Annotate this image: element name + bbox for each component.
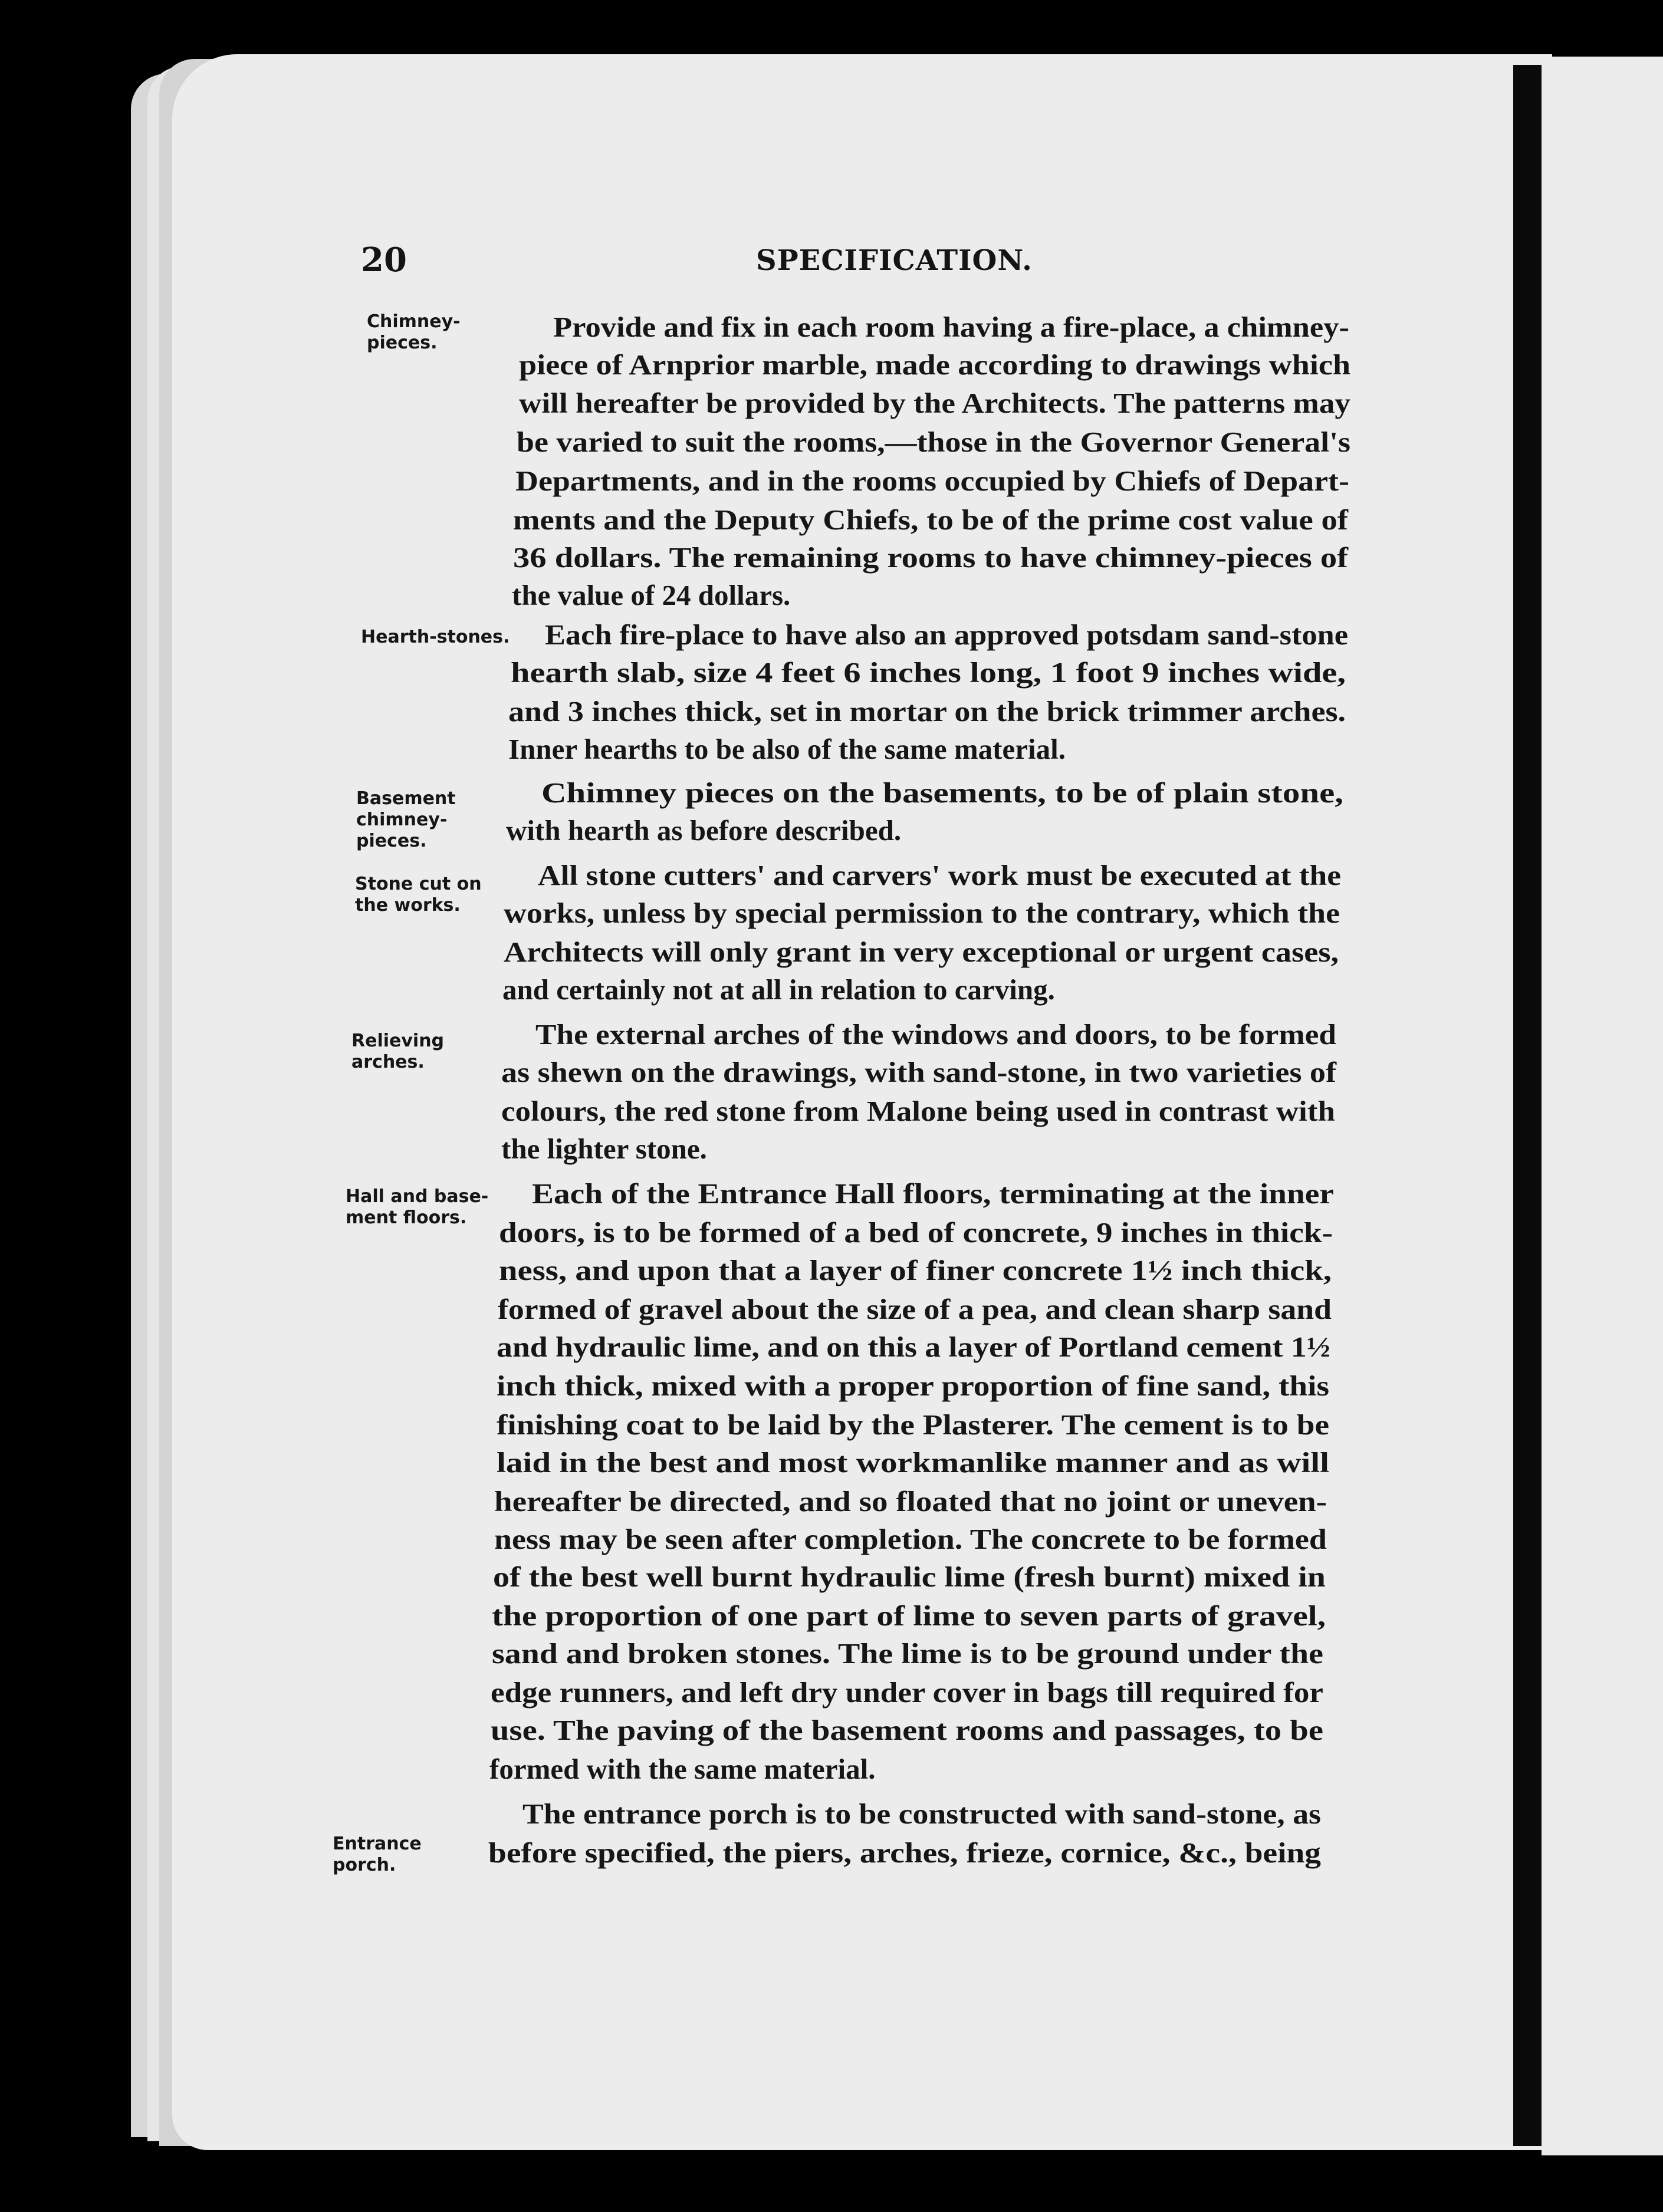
body-line: edge runners, and left dry under cover in bags till required for [491, 1676, 1323, 1709]
side-note-hall-floors [346, 1186, 488, 1229]
side-note-entrance-porch [333, 1834, 422, 1876]
body-line: as shewn on the drawings, with sand-stone, in two varieties of [501, 1056, 1337, 1088]
body-line: Inner hearths to be also of the same material. [508, 733, 1066, 765]
side-note-stone-cut [355, 874, 482, 916]
body-line: Architects will only grant in very exceptional or urgent cases, [504, 936, 1339, 968]
side-note-line: Relieving [351, 1031, 445, 1051]
side-note-line: Basement [356, 788, 456, 809]
body-line: inch thick, mixed with a proper proportion of fine sand, this [497, 1370, 1329, 1402]
body-line: the lighter stone. [501, 1133, 707, 1165]
side-note-line: the works. [355, 895, 461, 916]
side-note-line: chimney- [356, 809, 448, 830]
side-note-line: pieces. [367, 333, 438, 353]
body-line: The external arches of the windows and doors, to be formed [535, 1018, 1337, 1051]
body-line: Departments, and in the rooms occupied by Chiefs of Depart- [515, 465, 1350, 497]
body-line: and 3 inches thick, set in mortar on the brick trimmer arches. [508, 695, 1346, 728]
body-line: sand and broken stones. The lime is to be ground under the [492, 1637, 1323, 1670]
body-line: be varied to suit the rooms,—those in the Governor General's [517, 426, 1351, 458]
side-note-line: Hall and base- [346, 1186, 489, 1207]
body-line: doors, is to be formed of a bed of concrete, 9 inches in thick- [499, 1216, 1333, 1249]
side-note-hearth-stones [361, 627, 510, 648]
body-line: Each fire-place to have also an approved potsdam sand-stone [545, 618, 1348, 651]
page-number: 20 [361, 241, 407, 279]
body-line: Each of the Entrance Hall floors, terminating at the inner [532, 1177, 1334, 1210]
body-line: All stone cutters' and carvers' work must be executed at the [538, 859, 1341, 891]
body-line: colours, the red stone from Malone being used in contrast with [501, 1095, 1335, 1127]
side-note-basement-chimney-pieces [356, 788, 456, 852]
book-gutter [1513, 65, 1542, 2146]
body-line: and certainly not at all in relation to carving. [502, 973, 1055, 1006]
page-header [361, 241, 1340, 294]
body-line: 36 dollars. The remaining rooms to have chimney-pieces of [513, 541, 1349, 574]
body-line: piece of Arnprior marble, made according to drawings which [519, 348, 1351, 381]
facing-page-edge [1542, 57, 1663, 2155]
body-line: of the best well burnt hydraulic lime (fresh burnt) mixed in [493, 1561, 1326, 1593]
side-note-line: arches. [351, 1052, 425, 1072]
body-line: Chimney pieces on the basements, to be of plain stone, [541, 776, 1344, 809]
body-line: before specified, the piers, arches, frieze, cornice, &c., being [488, 1836, 1322, 1869]
body-line: laid in the best and most workmanlike manner and as will [497, 1446, 1330, 1479]
body-line: will hereafter be provided by the Architects. The patterns may [519, 387, 1351, 419]
body-line: use. The paving of the basement rooms and passages, to be [491, 1714, 1324, 1746]
side-note-line: Hearth-stones. [361, 627, 510, 647]
body-line: works, unless by special permission to the contrary, which the [504, 897, 1340, 929]
side-note-line: Stone cut on [355, 874, 482, 894]
side-note-chimney-pieces [367, 311, 461, 354]
side-note-line: ment floors. [346, 1207, 467, 1228]
body-line: Provide and fix in each room having a fire-place, a chimney- [553, 311, 1350, 343]
body-line: the proportion of one part of lime to seven parts of gravel, [492, 1599, 1326, 1632]
body-line: ness may be seen after completion. The concrete to be formed [494, 1523, 1327, 1555]
side-note-relieving-arches [351, 1031, 444, 1073]
side-note-line: Entrance [333, 1834, 422, 1854]
body-line: formed of gravel about the size of a pea, and clean sharp sand [498, 1293, 1332, 1325]
body-line: The entrance porch is to be constructed with sand-stone, as [522, 1798, 1322, 1830]
body-line: hereafter be directed, and so floated that no joint or uneven- [494, 1485, 1327, 1518]
side-note-line: Chimney- [367, 311, 461, 332]
body-line: ness, and upon that a layer of finer concrete 1½ inch thick, [499, 1254, 1332, 1286]
body-line: formed with the same material. [489, 1753, 876, 1785]
body-line: ments and the Deputy Chiefs, to be of the prime cost value of [513, 503, 1348, 536]
running-head: SPECIFICATION. [756, 244, 1033, 277]
body-line: and hydraulic lime, and on this a layer of Portland cement 1½ [497, 1331, 1330, 1363]
side-note-line: pieces. [356, 831, 427, 851]
body-line: hearth slab, size 4 feet 6 inches long, 1 foot 9 inches wide, [511, 656, 1346, 689]
body-line: with hearth as before described. [506, 814, 902, 847]
side-note-line: porch. [333, 1855, 396, 1875]
body-line: finishing coat to be laid by the Plasterer. The cement is to be [497, 1408, 1329, 1441]
body-line: the value of 24 dollars. [512, 579, 791, 611]
